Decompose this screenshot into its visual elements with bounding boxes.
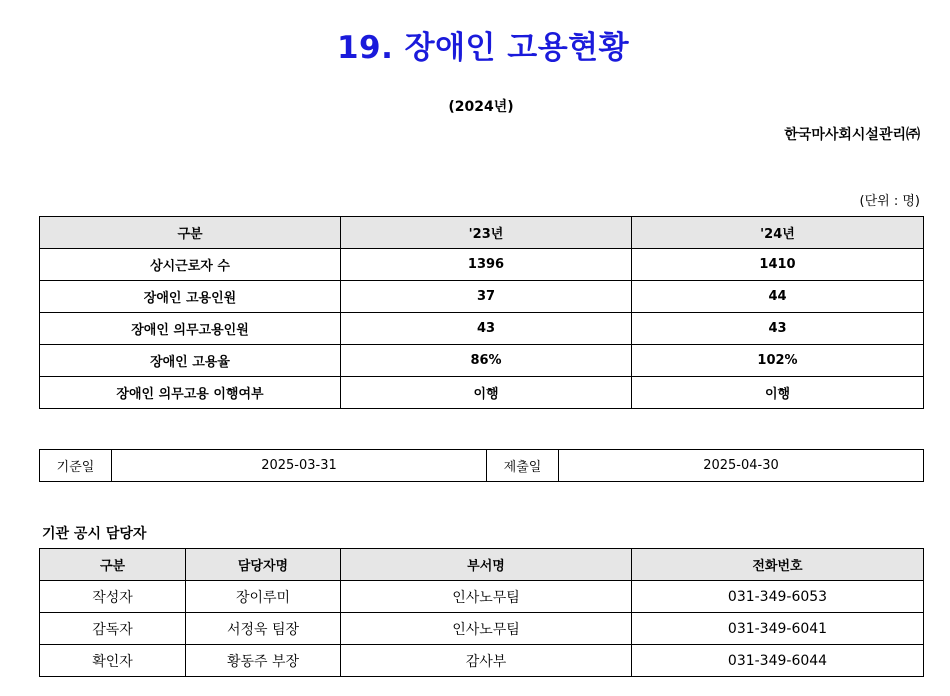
table-row (40, 249, 924, 281)
dates-row (40, 450, 924, 482)
table-header-row (40, 217, 924, 249)
contact-name: 장이루미 (186, 581, 341, 613)
submit-date-value: 2025-04-30 (559, 450, 924, 482)
table-row (40, 281, 924, 313)
contact-phone: 031-349-6044 (632, 645, 924, 677)
report-year: (2024년) (448, 99, 514, 115)
employment-stats-table (39, 216, 924, 409)
contact-department: 인사노무팀 (341, 613, 632, 645)
value-2023: 37 (341, 281, 632, 313)
row-label: 장애인 고용인원 (40, 281, 341, 313)
contact-name: 서정욱 팀장 (186, 613, 341, 645)
table-header-row (40, 549, 924, 581)
contact-department: 감사부 (341, 645, 632, 677)
unit-label: (단위 : 명) (859, 194, 920, 209)
table-row (40, 345, 924, 377)
value-2023: 이행 (341, 377, 632, 409)
contact-role: 작성자 (40, 581, 186, 613)
contact-name: 황동주 부장 (186, 645, 341, 677)
page-title: 19. 장애인 고용현황 (336, 30, 630, 66)
header-role: 구분 (40, 549, 186, 581)
contact-department: 인사노무팀 (341, 581, 632, 613)
header-2024: '24년 (632, 217, 924, 249)
dates-table (39, 449, 924, 482)
contact-role: 감독자 (40, 613, 186, 645)
table-row (40, 581, 924, 613)
contacts-section-title: 기관 공시 담당자 (42, 526, 147, 542)
value-2024: 44 (632, 281, 924, 313)
value-2023: 86% (341, 345, 632, 377)
header-category: 구분 (40, 217, 341, 249)
value-2023: 1396 (341, 249, 632, 281)
header-department: 부서명 (341, 549, 632, 581)
value-2024: 102% (632, 345, 924, 377)
contact-phone: 031-349-6041 (632, 613, 924, 645)
header-phone: 전화번호 (632, 549, 924, 581)
row-label: 장애인 의무고용인원 (40, 313, 341, 345)
table-row (40, 645, 924, 677)
contact-role: 확인자 (40, 645, 186, 677)
table-row (40, 613, 924, 645)
value-2024: 43 (632, 313, 924, 345)
row-label: 장애인 고용율 (40, 345, 341, 377)
contact-phone: 031-349-6053 (632, 581, 924, 613)
table-row (40, 313, 924, 345)
header-2023: '23년 (341, 217, 632, 249)
submit-date-label: 제출일 (487, 450, 559, 482)
row-label: 장애인 의무고용 이행여부 (40, 377, 341, 409)
base-date-label: 기준일 (40, 450, 112, 482)
value-2023: 43 (341, 313, 632, 345)
base-date-value: 2025-03-31 (112, 450, 487, 482)
value-2024: 이행 (632, 377, 924, 409)
organization-name: 한국마사회시설관리㈜ (784, 127, 920, 143)
header-name: 담당자명 (186, 549, 341, 581)
row-label: 상시근로자 수 (40, 249, 341, 281)
contacts-table (39, 548, 924, 677)
table-row (40, 377, 924, 409)
value-2024: 1410 (632, 249, 924, 281)
